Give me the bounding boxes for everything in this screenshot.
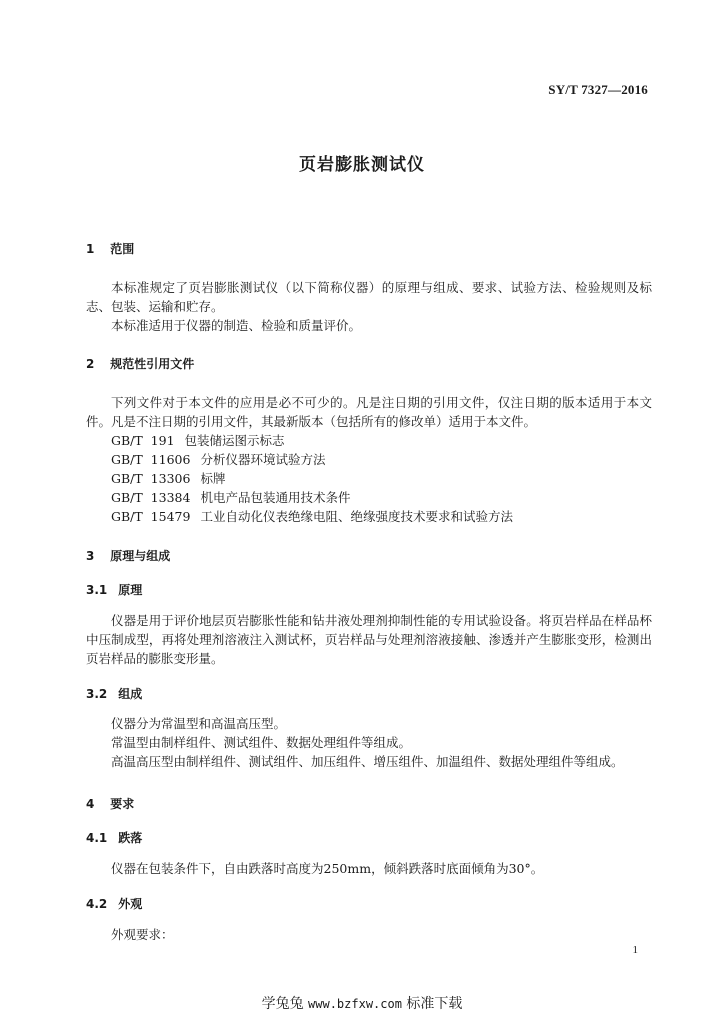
paragraph: 下列文件对于本文件的应用是必不可少的。凡是注日期的引用文件，仅注日期的版本适用于本文件。凡是不注日期的引用文件，其最新版本（包括所有的修改单）适用于本文件。 — [86, 395, 652, 429]
footer-prefix: 学兔兔 — [261, 996, 304, 1012]
reference-title: 标牌 — [200, 471, 226, 486]
reference-code: GB/T 15479 — [111, 509, 191, 524]
subsection-title: 组成 — [118, 687, 143, 701]
paragraph: 本标准适用于仪器的制造、检验和质量评价。 — [111, 318, 362, 333]
section-3-heading — [86, 547, 652, 564]
section-title: 范围 — [110, 242, 135, 256]
subsection-title: 跌落 — [118, 831, 143, 845]
reference-title: 包装储运图示标志 — [184, 433, 285, 448]
reference-list — [86, 431, 652, 526]
section-number: 3 — [86, 549, 95, 563]
section-title: 原理与组成 — [110, 549, 171, 563]
paragraph: 本标准规定了页岩膨胀测试仪（以下简称仪器）的原理与组成、要求、试验方法、检验规则及标志、包装、运输和贮存。 — [86, 280, 652, 314]
paragraph: 高温高压型由制样组件、测试组件、加压组件、增压组件、加温组件、数据处理组件等组成。 — [111, 754, 624, 769]
reference-item — [111, 507, 652, 526]
reference-item — [111, 488, 652, 507]
subsection-title: 外观 — [118, 897, 143, 911]
reference-title: 工业自动化仪表绝缘电阻、绝缘强度技术要求和试验方法 — [200, 509, 513, 524]
document-body — [86, 240, 652, 944]
paragraph: 常温型由制样组件、测试组件、数据处理组件等组成。 — [111, 735, 412, 750]
reference-item — [111, 431, 652, 450]
standard-code: SY/T 7327—2016 — [548, 82, 648, 97]
footer-watermark — [0, 993, 724, 1013]
subsection-number: 4.1 — [86, 831, 108, 845]
reference-item — [111, 450, 652, 469]
paragraph: 仪器在包装条件下，自由跌落时高度为250mm，倾斜跌落时底面倾角为30°。 — [111, 861, 544, 876]
reference-item — [111, 469, 652, 488]
subsection-3-1-heading — [86, 581, 652, 598]
reference-code: GB/T 191 — [111, 433, 175, 448]
reference-title: 分析仪器环境试验方法 — [200, 452, 326, 467]
document-title: 页岩膨胀测试仪 — [299, 155, 425, 175]
subsection-number: 3.1 — [86, 583, 108, 597]
section-title: 规范性引用文件 — [110, 357, 195, 371]
reference-code: GB/T 13384 — [111, 490, 191, 505]
reference-title: 机电产品包装通用技术条件 — [200, 490, 351, 505]
subsection-4-2-heading — [86, 895, 652, 912]
subsection-title: 原理 — [118, 583, 143, 597]
subsection-4-1-heading — [86, 829, 652, 846]
paragraph: 仪器分为常温型和高温高压型。 — [111, 716, 287, 731]
section-4-heading — [86, 795, 652, 812]
section-number: 2 — [86, 357, 95, 371]
section-title: 要求 — [110, 797, 135, 811]
section-number: 4 — [86, 797, 95, 811]
section-number: 1 — [86, 242, 95, 256]
subsection-3-2-heading — [86, 685, 652, 702]
footer-suffix: 标准下载 — [406, 996, 463, 1012]
paragraph: 仪器是用于评价地层页岩膨胀性能和钻井液处理剂抑制性能的专用试验设备。将页岩样品在样品杯中压制成型，再将处理剂溶液注入测试杯，页岩样品与处理剂溶液接触、渗透并产生膨胀变形，检测出页岩样品的膨胀变形量。 — [86, 613, 652, 666]
page-number: 1 — [632, 944, 638, 956]
footer-site: www.bzfxw.com — [308, 997, 402, 1011]
section-2-heading — [86, 355, 652, 372]
reference-code: GB/T 13306 — [111, 471, 191, 486]
subsection-number: 3.2 — [86, 687, 108, 701]
paragraph: 外观要求： — [111, 927, 174, 942]
reference-code: GB/T 11606 — [111, 452, 191, 467]
section-1-heading — [86, 240, 652, 257]
subsection-number: 4.2 — [86, 897, 108, 911]
